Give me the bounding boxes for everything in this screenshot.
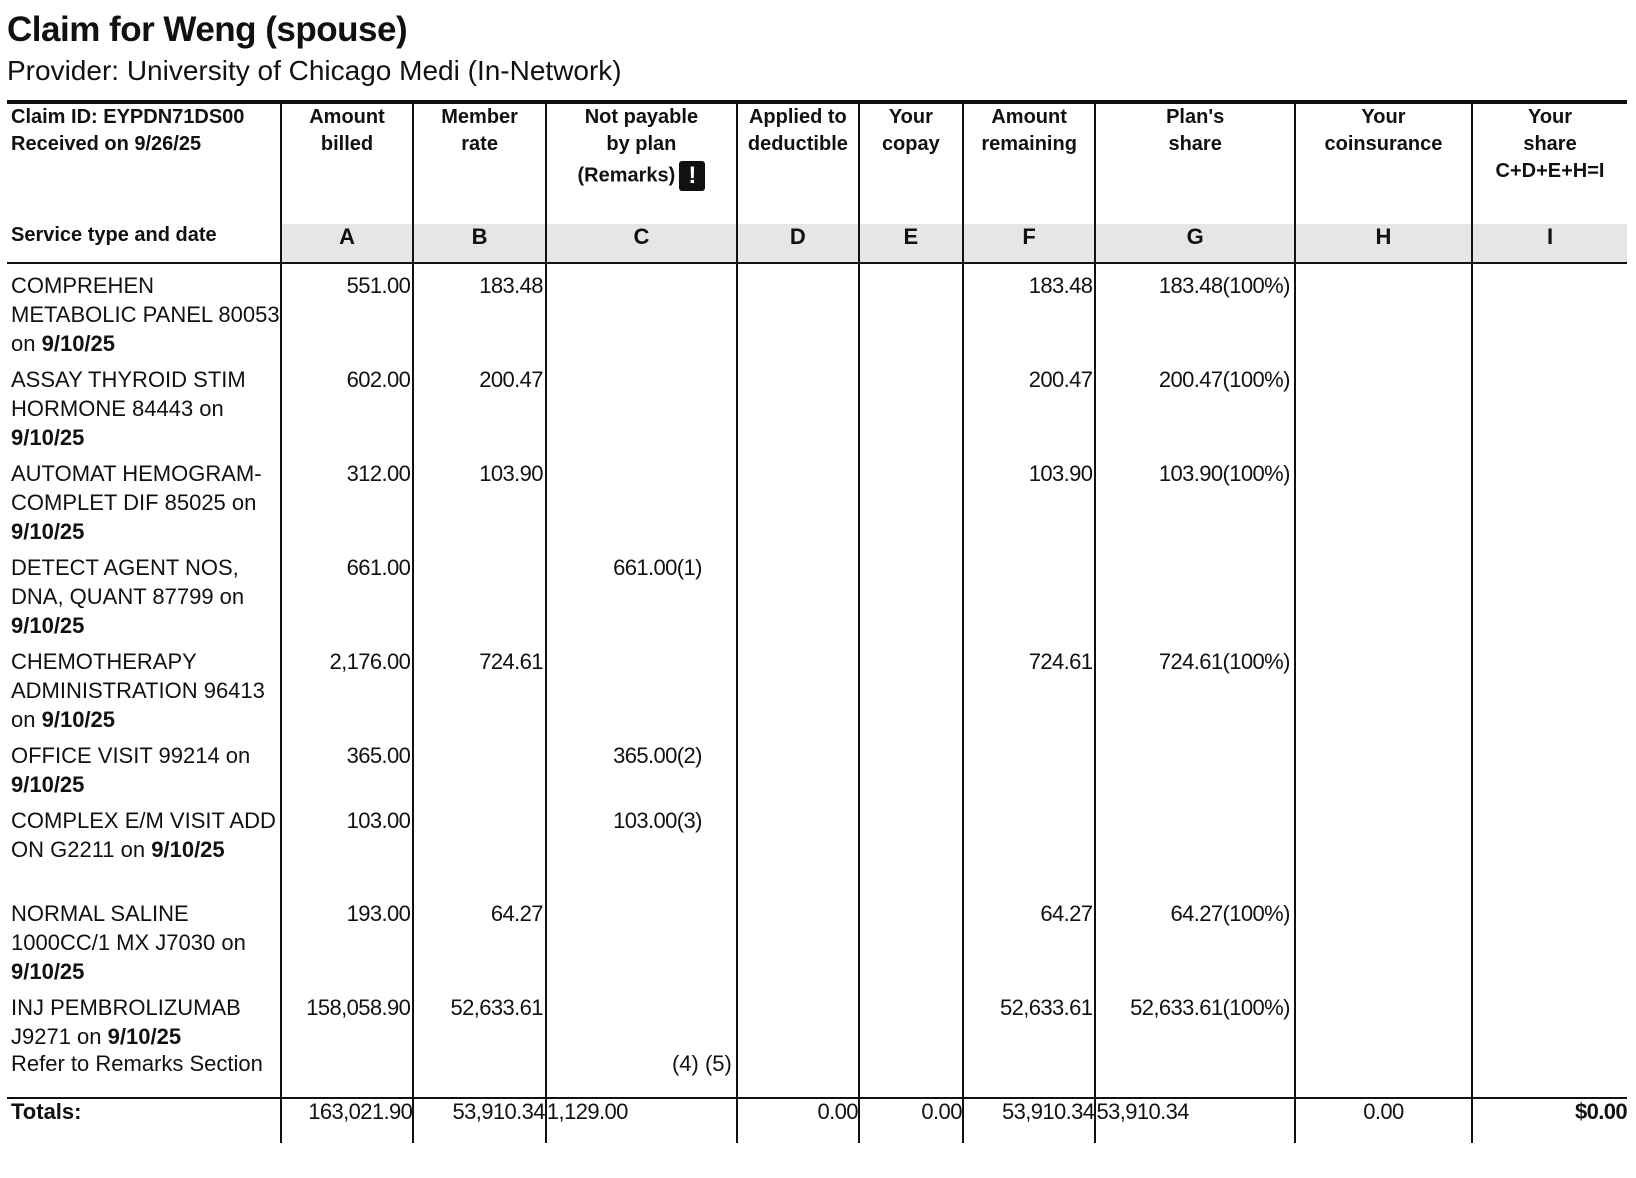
amount-remaining-cell: 103.90 (963, 452, 1096, 546)
header-not-payable: Not payable by plan (Remarks) ! (546, 102, 737, 224)
total-a: 163,021.90 (281, 1098, 414, 1143)
your-share-cell (1472, 986, 1627, 1051)
amount-billed-cell: 661.00 (281, 546, 414, 640)
amount-remaining-cell: 200.47 (963, 358, 1096, 452)
copay-cell (859, 986, 963, 1051)
member-rate-cell: 200.47 (413, 358, 546, 452)
plan-share-cell: 64.27(100%) (1095, 892, 1294, 986)
letter-h: H (1295, 224, 1472, 263)
copay-cell (859, 263, 963, 358)
provider-line: Provider: University of Chicago Medi (In-Network) (7, 55, 622, 86)
table-row (7, 263, 1627, 358)
deductible-cell (737, 799, 859, 892)
not-payable-cell: 661.00(1) (546, 546, 737, 640)
plan-share-cell (1095, 799, 1294, 892)
remarks-codes: (4) (5) (546, 1051, 737, 1098)
coinsurance-cell (1295, 892, 1472, 986)
plan-share-cell: 200.47(100%) (1095, 358, 1294, 452)
service-date: 9/10/25 (11, 519, 85, 544)
letter-e: E (859, 224, 963, 263)
service-description: ASSAY THYROID STIM HORMONE 84443 on (11, 367, 246, 421)
your-share-cell (1472, 734, 1627, 799)
amount-billed-cell: 602.00 (281, 358, 414, 452)
service-date: 9/10/25 (107, 1024, 182, 1049)
table-row (7, 640, 1627, 734)
coinsurance-cell (1295, 640, 1472, 734)
member-rate-cell: 52,633.61 (413, 986, 546, 1051)
deductible-cell (737, 986, 859, 1051)
service-cell (7, 263, 281, 358)
service-description: NORMAL SALINE 1000CC/1 MX J7030 on (11, 901, 246, 955)
member-rate-cell (413, 799, 546, 892)
member-rate-cell: 724.61 (413, 640, 546, 734)
deductible-cell (737, 640, 859, 734)
letter-i: I (1472, 224, 1627, 263)
plan-share-cell: 183.48(100%) (1095, 263, 1294, 358)
table-row (7, 452, 1627, 546)
table-row (7, 986, 1627, 1051)
plan-share-cell (1095, 546, 1294, 640)
column-letter-row (7, 224, 1627, 263)
amount-billed-cell: 312.00 (281, 452, 414, 546)
amount-billed-cell: 193.00 (281, 892, 414, 986)
coinsurance-cell (1295, 546, 1472, 640)
member-rate-cell: 183.48 (413, 263, 546, 358)
service-date: 9/10/25 (11, 959, 85, 984)
not-payable-cell (546, 892, 737, 986)
member-rate-cell: 64.27 (413, 892, 546, 986)
total-f: 53,910.34 (963, 1098, 1096, 1143)
member-rate-cell (413, 546, 546, 640)
table-row (7, 892, 1627, 986)
service-description: AUTOMAT HEMOGRAM-COMPLET DIF 85025 on (11, 461, 262, 515)
your-share-cell (1472, 452, 1627, 546)
not-payable-cell (546, 263, 737, 358)
table-row (7, 358, 1627, 452)
your-share-cell (1472, 799, 1627, 892)
header-amount-remaining: Amount remaining (963, 102, 1096, 224)
plan-share-cell: 724.61(100%) (1095, 640, 1294, 734)
totals-row (7, 1098, 1627, 1143)
table-row (7, 546, 1627, 640)
letter-a: A (281, 224, 414, 263)
amount-billed-cell: 2,176.00 (281, 640, 414, 734)
service-date: 9/10/25 (11, 613, 85, 638)
table-row (7, 799, 1627, 892)
amount-billed-cell: 365.00 (281, 734, 414, 799)
total-e: 0.00 (859, 1098, 963, 1143)
coinsurance-cell (1295, 799, 1472, 892)
your-share-cell (1472, 546, 1627, 640)
header-member-rate: Member rate (413, 102, 546, 224)
copay-cell (859, 640, 963, 734)
not-payable-cell (546, 358, 737, 452)
service-date: 9/10/25 (151, 837, 225, 862)
letter-b: B (413, 224, 546, 263)
deductible-cell (737, 358, 859, 452)
header-amount-billed: Amount billed (281, 102, 414, 224)
column-header-row (7, 102, 1627, 224)
coinsurance-cell (1295, 986, 1472, 1051)
copay-cell (859, 546, 963, 640)
copay-cell (859, 734, 963, 799)
totals-label: Totals: (7, 1098, 281, 1143)
header-copay: Your copay (859, 102, 963, 224)
service-description: COMPREHEN METABOLIC PANEL 80053 on (11, 273, 280, 356)
service-rows (7, 263, 1627, 1051)
header-applied-deductible: Applied to deductible (737, 102, 859, 224)
not-payable-cell: 365.00(2) (546, 734, 737, 799)
service-cell (7, 986, 281, 1051)
service-description: CHEMOTHERAPY ADMINISTRATION 96413 on (11, 649, 265, 732)
service-cell (7, 358, 281, 452)
not-payable-cell (546, 986, 737, 1051)
amount-remaining-cell: 183.48 (963, 263, 1096, 358)
amount-remaining-cell (963, 799, 1096, 892)
amount-billed-cell: 551.00 (281, 263, 414, 358)
total-i: $0.00 (1472, 1098, 1627, 1143)
service-cell (7, 799, 281, 892)
your-share-cell (1472, 892, 1627, 986)
remarks-label: Refer to Remarks Section (11, 1051, 263, 1076)
received-date: Received on 9/26/25 (11, 133, 202, 155)
service-cell (7, 640, 281, 734)
service-date: 9/10/25 (41, 707, 116, 732)
total-d: 0.00 (737, 1098, 859, 1143)
service-description: COMPLEX E/M VISIT ADD ON G2211 on (11, 808, 276, 862)
amount-remaining-cell (963, 734, 1096, 799)
total-b: 53,910.34 (413, 1098, 546, 1143)
header-coinsurance: Your coinsurance (1295, 102, 1472, 224)
total-h: 0.00 (1295, 1098, 1472, 1143)
deductible-cell (737, 452, 859, 546)
exclamation-icon: ! (679, 161, 705, 191)
copay-cell (859, 799, 963, 892)
amount-billed-cell: 103.00 (281, 799, 414, 892)
coinsurance-cell (1295, 734, 1472, 799)
plan-share-cell: 103.90(100%) (1095, 452, 1294, 546)
coinsurance-cell (1295, 358, 1472, 452)
total-c: 1,129.00 (546, 1098, 737, 1143)
service-description: INJ PEMBROLIZUMAB J9271 on (11, 995, 241, 1049)
amount-remaining-cell: 724.61 (963, 640, 1096, 734)
header-your-share: Your share C+D+E+H=I (1472, 102, 1627, 224)
amount-remaining-cell: 52,633.61 (963, 986, 1096, 1051)
your-share-cell (1472, 640, 1627, 734)
your-share-cell (1472, 263, 1627, 358)
letter-d: D (737, 224, 859, 263)
service-date: 9/10/25 (11, 425, 85, 450)
copay-cell (859, 452, 963, 546)
claim-id: Claim ID: EYPDN71DS00 (11, 106, 245, 128)
letter-c: C (546, 224, 737, 263)
claim-info-header (7, 102, 281, 224)
deductible-cell (737, 263, 859, 358)
claim-title: Claim for Weng (spouse) (7, 10, 408, 49)
service-date: 9/10/25 (41, 331, 116, 356)
amount-billed-cell: 158,058.90 (281, 986, 414, 1051)
remarks-row (7, 1051, 1627, 1098)
plan-share-cell (1095, 734, 1294, 799)
copay-cell (859, 892, 963, 986)
service-type-header: Service type and date (7, 224, 281, 263)
deductible-cell (737, 546, 859, 640)
coinsurance-cell (1295, 263, 1472, 358)
service-cell (7, 546, 281, 640)
not-payable-cell (546, 640, 737, 734)
amount-remaining-cell (963, 546, 1096, 640)
service-description: OFFICE VISIT 99214 on (11, 743, 251, 768)
member-rate-cell (413, 734, 546, 799)
letter-f: F (963, 224, 1096, 263)
not-payable-cell (546, 452, 737, 546)
not-payable-cell: 103.00(3) (546, 799, 737, 892)
service-description: DETECT AGENT NOS, DNA, QUANT 87799 on (11, 555, 245, 609)
header-plan-share: Plan's share (1095, 102, 1294, 224)
letter-g: G (1095, 224, 1294, 263)
deductible-cell (737, 892, 859, 986)
member-rate-cell: 103.90 (413, 452, 546, 546)
coinsurance-cell (1295, 452, 1472, 546)
table-row (7, 734, 1627, 799)
amount-remaining-cell: 64.27 (963, 892, 1096, 986)
service-cell (7, 892, 281, 986)
plan-share-cell: 52,633.61(100%) (1095, 986, 1294, 1051)
deductible-cell (737, 734, 859, 799)
your-share-cell (1472, 358, 1627, 452)
service-cell (7, 734, 281, 799)
copay-cell (859, 358, 963, 452)
total-g: 53,910.34 (1095, 1098, 1294, 1143)
claim-table (7, 100, 1627, 1143)
service-cell (7, 452, 281, 546)
service-date: 9/10/25 (11, 772, 85, 797)
